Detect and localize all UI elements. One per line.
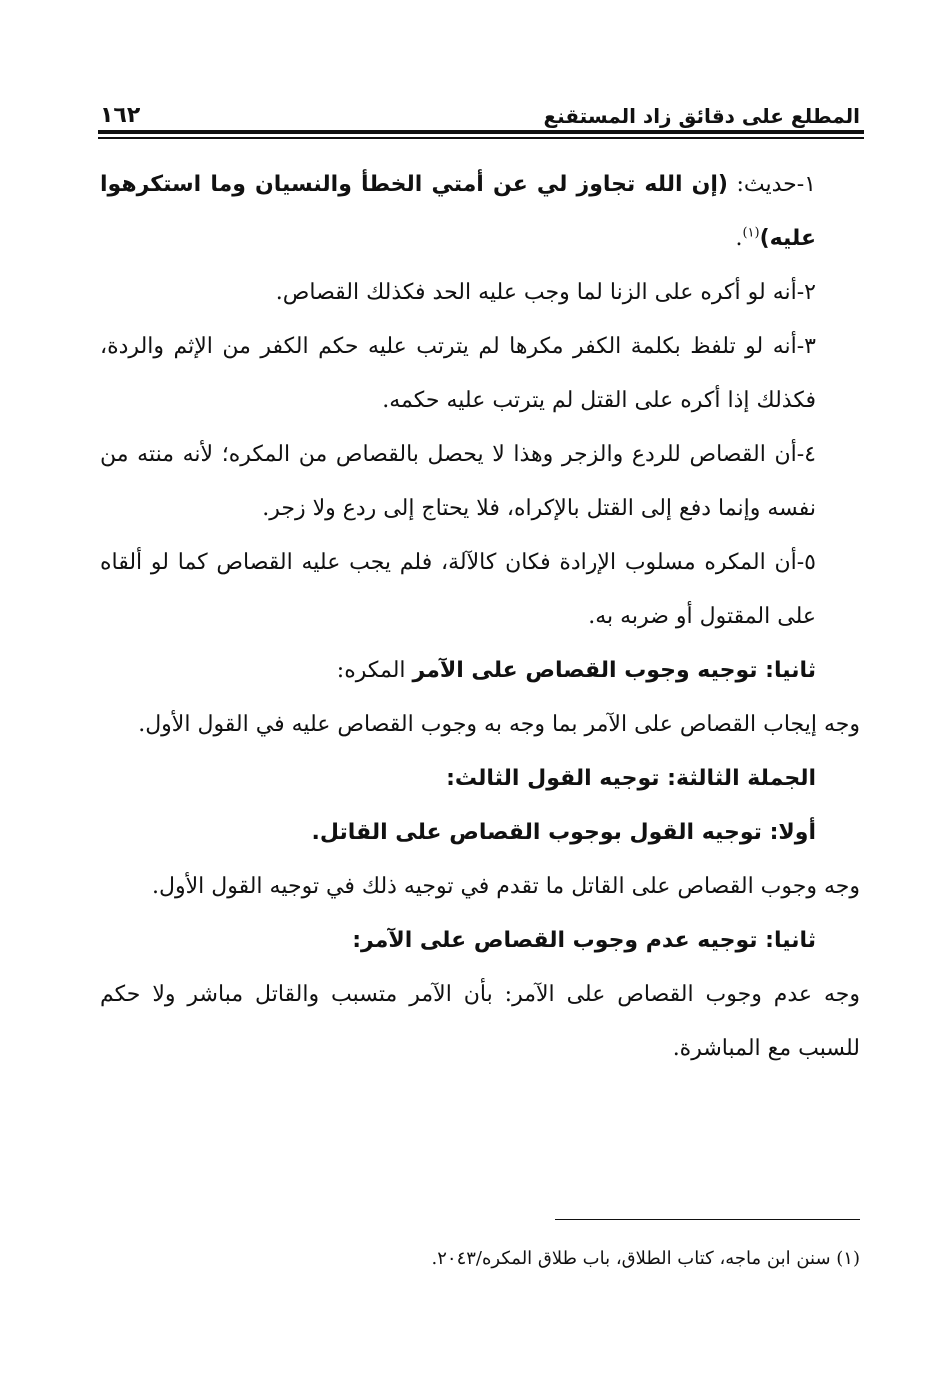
paragraph-4: ٤-أن القصاص للردع والزجر وهذا لا يحصل بالقصاص من المكره؛ لأنه منته من نفسه وإنما دفع إلى القتل بالإكراه، فلا يحتاج إلى ردع ولا زجر. (100, 442, 816, 521)
heading-third-clause: الجملة الثالثة: توجيه القول الثالث: (446, 766, 816, 791)
page-number: ١٦٢ (100, 103, 141, 128)
paragraph-5: ٥-أن المكره مسلوب الإرادة فكان كالآلة، فلم يجب عليه القصاص كما لو ألقاه على المقتول أو ضربه به. (100, 550, 816, 629)
running-header (100, 92, 860, 128)
paragraph-hadith (100, 158, 860, 266)
heading-rest: المكره: (336, 658, 413, 683)
paragraph-8: وجه عدم وجوب القصاص على الآمر: بأن الآمر متسبب والقاتل مباشر ولا حكم للسبب مع المباشرة. (100, 982, 860, 1061)
heading-bold: ثانيا: توجيه وجوب القصاص على الآمر (412, 658, 816, 683)
heading-first: أولا: توجيه القول بوجوب القصاص على القاتل. (311, 820, 816, 845)
hadith-quote: (إن الله تجاوز لي عن أمتي الخطأ والنسيان وما استكرهوا عليه) (100, 172, 816, 251)
main-text (100, 158, 860, 1076)
footnote-separator (555, 1219, 860, 1220)
heading-second: ثانيا: توجيه عدم وجوب القصاص على الآمر: (352, 928, 816, 953)
header-rule-thin (98, 137, 864, 139)
heading-second-order (100, 644, 860, 698)
book-title: المطلع على دقائق زاد المستقنع (543, 104, 860, 128)
paragraph-7: وجه وجوب القصاص على القاتل ما تقدم في توجيه ذلك في توجيه القول الأول. (152, 874, 860, 899)
paragraph-2: ٢-أنه لو أكره على الزنا لما وجب عليه الحد فكذلك القصاص. (275, 280, 816, 305)
paragraph-3: ٣-أنه لو تلفظ بكلمة الكفر مكرها لم يترتب عليه حكم الكفر من الإثم والردة، فكذلك إذا أكره على القتل لم يترتب عليه حكمه. (100, 334, 816, 413)
footnote-ref: (١) (742, 225, 760, 241)
header-rule-thick (98, 130, 864, 134)
footnote: (١) سنن ابن ماجه، كتاب الطلاق، باب طلاق المكره/٢٠٤٣. (431, 1248, 860, 1269)
paragraph-prefix: ١-حديث: (728, 172, 816, 197)
paragraph-end: . (735, 226, 743, 251)
paragraph-6: وجه إيجاب القصاص على الآمر بما وجه به وجوب القصاص عليه في القول الأول. (138, 712, 860, 737)
